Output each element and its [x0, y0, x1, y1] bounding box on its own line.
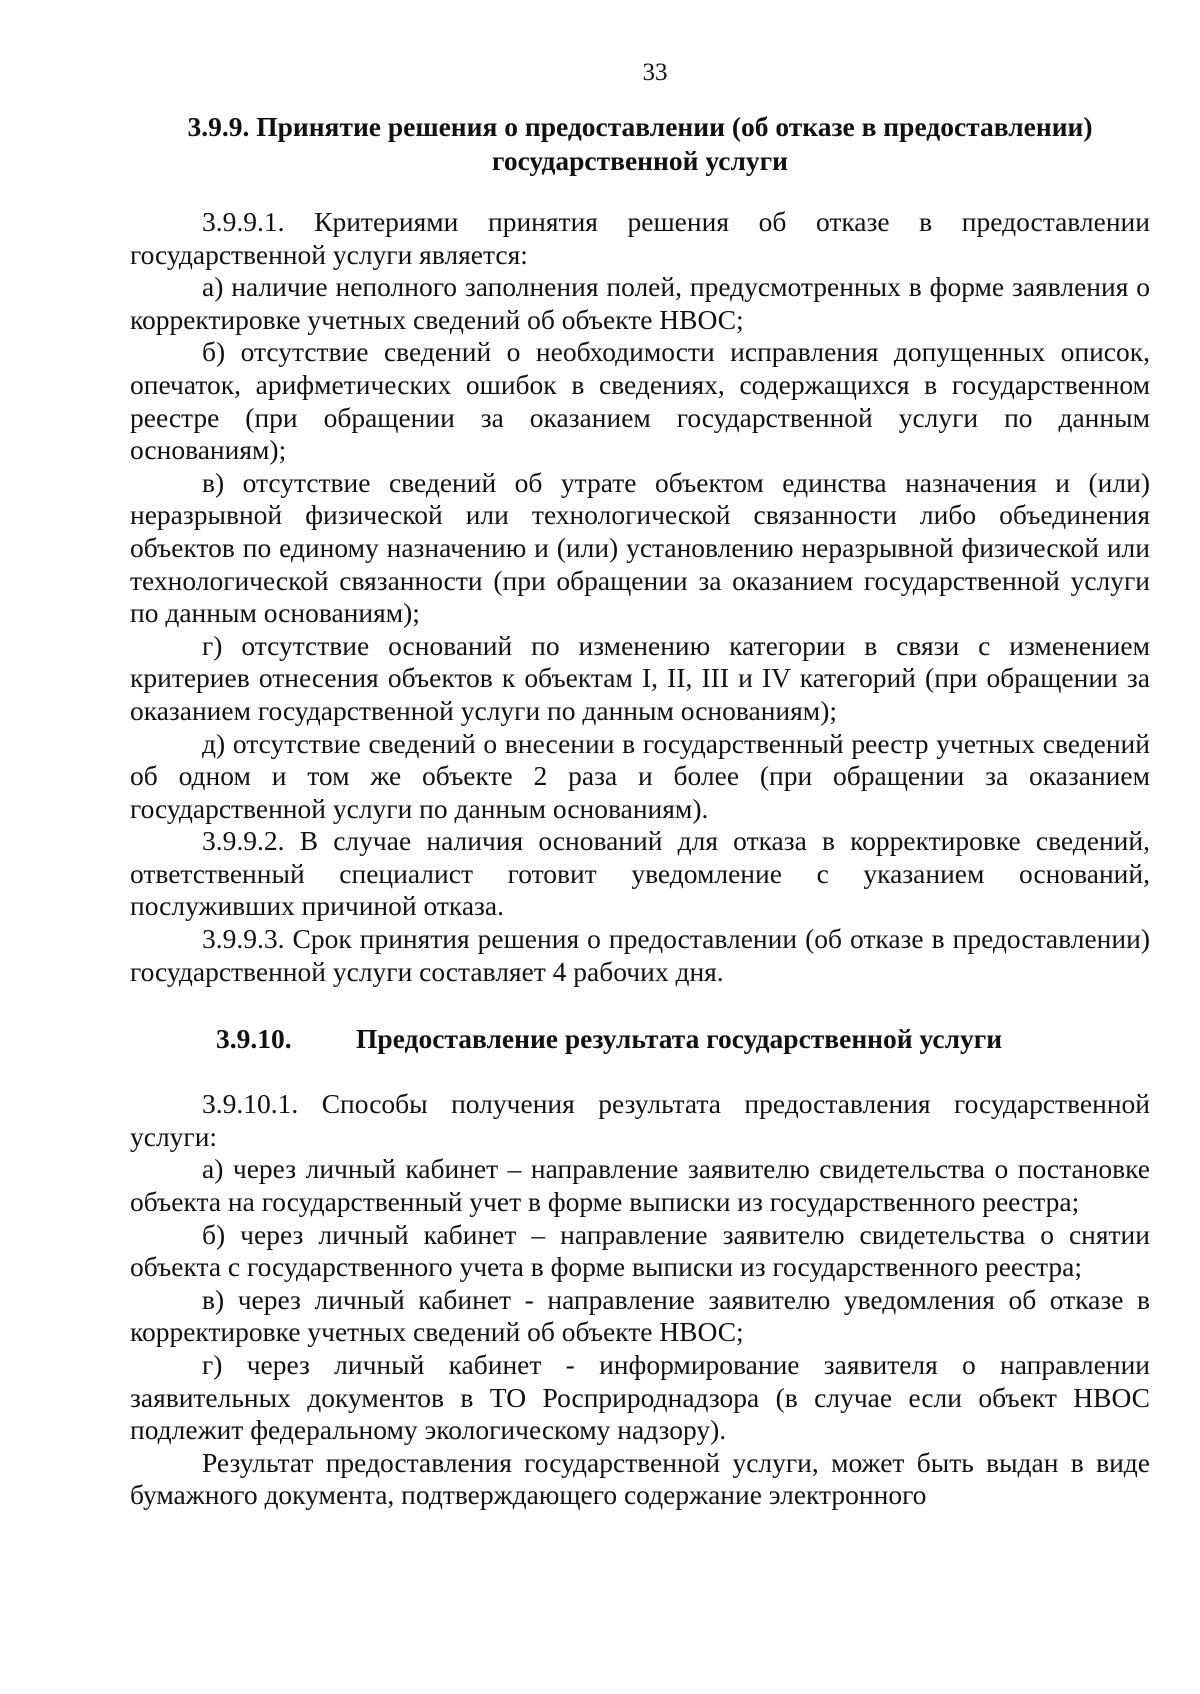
section-number: 3.9.10.: [216, 1023, 292, 1055]
paragraph-3-9-9-2: 3.9.9.2. В случае наличия оснований для отказа в корректировке сведений, ответственный специалист готовит уведомление с указанием оснований, послуживших причиной отказа.: [130, 825, 1150, 922]
page-number: 33: [642, 59, 668, 86]
result-item-g: г) через личный кабинет - информирование заявителя о направлении заявительных документов в ТО Росприроднадзора (в случае если объект НВОС подлежит федеральному экологическому надзору).: [130, 1349, 1150, 1446]
section-heading-3-9-10: [130, 1022, 1150, 1056]
result-item-b: б) через личный кабинет – направление заявителю свидетельства о снятии объекта с государственного учета в форме выписки из государственного реестра;: [130, 1218, 1150, 1283]
result-item-v: в) через личный кабинет - направление заявителю уведомления об отказе в корректировке учетных сведений об объекте НВОС;: [130, 1283, 1150, 1348]
section-title: Предоставление результата государственной услуги: [356, 1023, 1003, 1055]
paragraph-3-9-9-1: 3.9.9.1. Критериями принятия решения об отказе в предоставлении государственной услуги является:: [130, 206, 1150, 270]
section-heading-3-9-9: [130, 110, 1150, 178]
section-heading-line-2: государственной услуги: [492, 145, 788, 176]
list-item-g: г) отсутствие оснований по изменению категории в связи с изменением критериев отнесения объектов к объектам I, II, III и IV категорий (при обращении за оказанием государственной услуги по данным основаниям);: [130, 629, 1150, 726]
list-item-v: в) отсутствие сведений об утрате объектом единства назначения и (или) неразрывной физической или технологической связанности либо объединения объектов по единому назначению и (или) установлению неразрывной физической или технологической связанности (при обращении за оказанием государственной услуги по данным основаниям);: [130, 466, 1150, 629]
list-item-b: б) отсутствие сведений о необходимости исправления допущенных описок, опечаток, арифметических ошибок в сведениях, содержащихся в государственном реестре (при обращении за оказанием государственной услуги по данным основаниям);: [130, 336, 1150, 466]
paragraph-3-9-10-1: 3.9.10.1. Способы получения результата предоставления государственной услуги:: [130, 1088, 1150, 1152]
result-item-a: а) через личный кабинет – направление заявителю свидетельства о постановке объекта на государственный учет в форме выписки из государственного реестра;: [130, 1153, 1150, 1218]
paragraph-3-9-9-3: 3.9.9.3. Срок принятия решения о предоставлении (об отказе в предоставлении) государственной услуги составляет 4 рабочих дня.: [130, 923, 1150, 987]
section-heading-line-1: 3.9.9. Принятие решения о предоставлении (об отказе в предоставлении): [187, 111, 1093, 142]
paragraph-result-paper: Результат предоставления государственной услуги, может быть выдан в виде бумажного документа, подтверждающего содержание электронного: [130, 1446, 1150, 1511]
document-page: [130, 58, 1150, 1512]
list-item-d: д) отсутствие сведений о внесении в государственный реестр учетных сведений об одном и том же объекте 2 раза и более (при обращении за оказанием государственной услуги по данным основаниям).: [130, 727, 1150, 824]
list-item-a: а) наличие неполного заполнения полей, предусмотренных в форме заявления о корректировке учетных сведений об объекте НВОС;: [130, 271, 1150, 335]
